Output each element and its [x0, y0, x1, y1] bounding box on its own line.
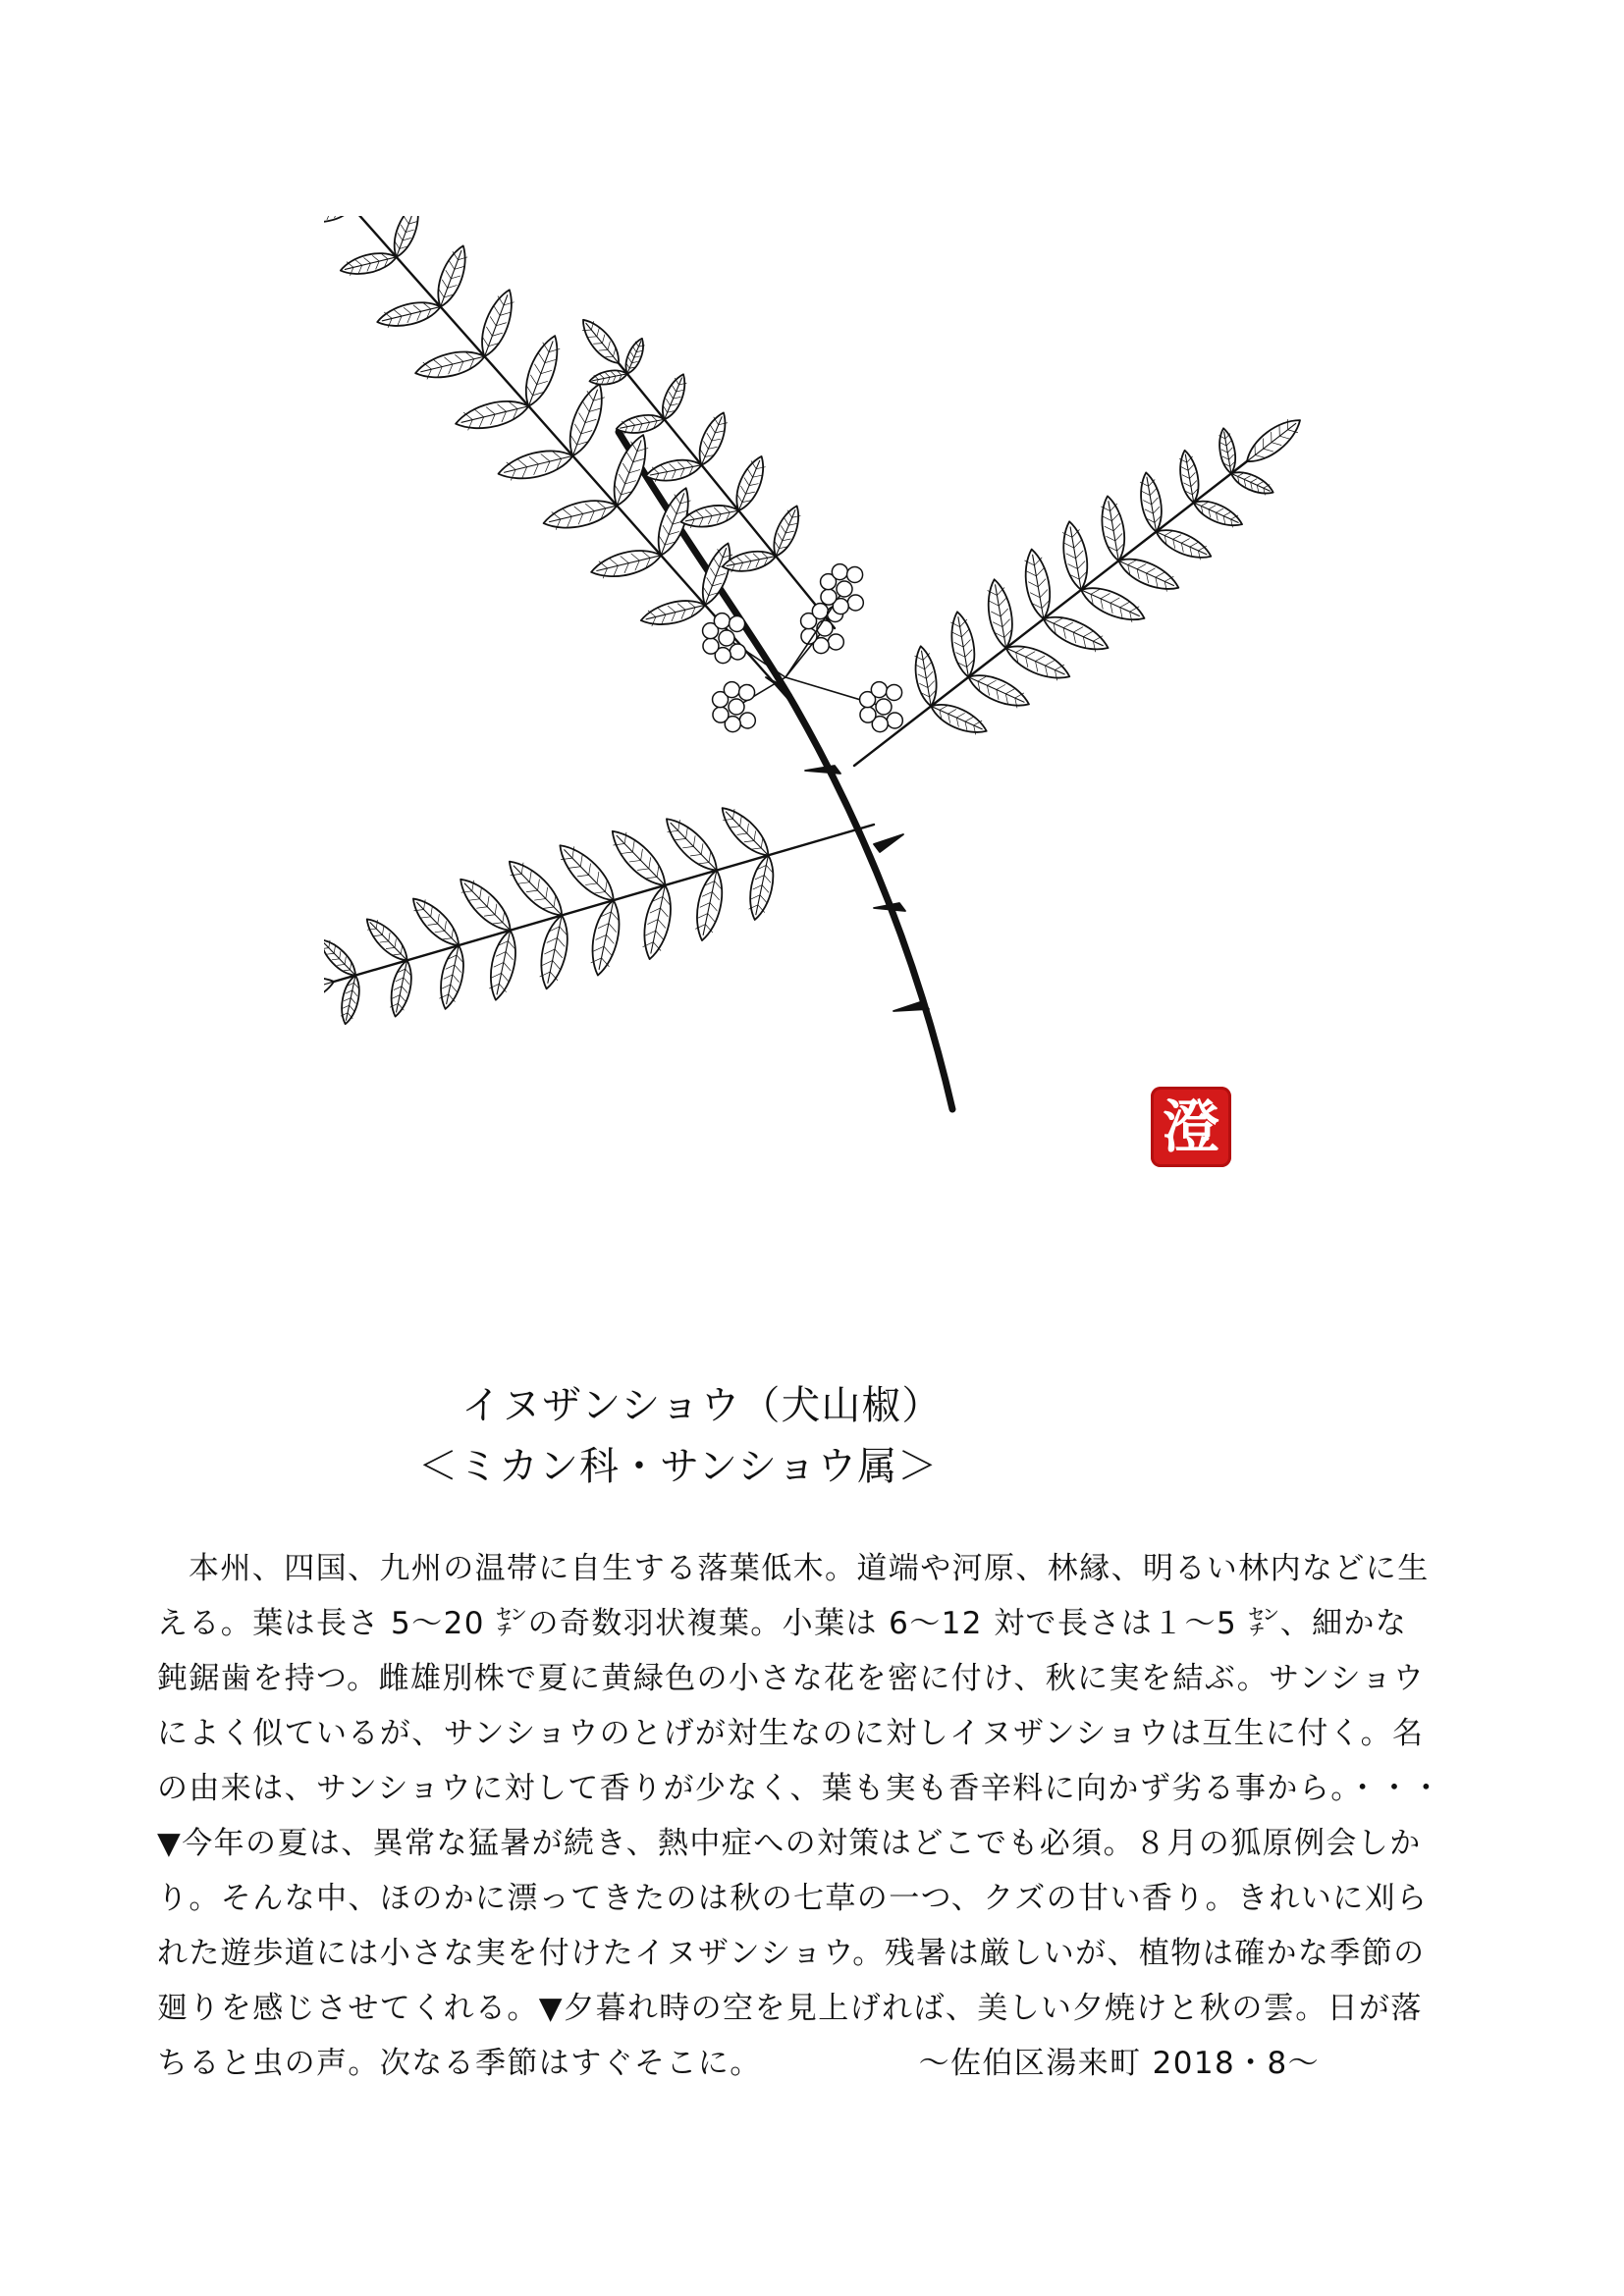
- leaflet: [324, 934, 361, 981]
- text-line: の由来は、サンショウに対して香りが少なく、葉も実も香辛料に向かず劣る事から。・・・: [157, 1771, 1443, 1806]
- leaflet: [715, 801, 776, 863]
- leaflet: [501, 853, 569, 923]
- leaflet: [1190, 495, 1245, 532]
- fruit: [887, 713, 902, 728]
- fruit: [730, 644, 745, 660]
- text-line: れた遊歩道には小さな実を付けたイヌザンショウ。残暑は厳しいが、植物は確かな季節の: [157, 1936, 1426, 1971]
- leaflet: [1058, 519, 1092, 591]
- fruit: [832, 564, 847, 580]
- fruit: [847, 566, 863, 582]
- leaflet: [1153, 523, 1216, 565]
- leaflet: [1137, 471, 1165, 534]
- leaflet: [586, 898, 625, 978]
- leaflet: [911, 645, 941, 708]
- text-line-last: [157, 2036, 1473, 2091]
- leaflet: [1039, 609, 1112, 658]
- leaflet: [1176, 449, 1202, 504]
- plant-title: イヌザンショウ（犬山椒）: [461, 1383, 943, 1428]
- leaflet: [927, 697, 991, 739]
- leaflet: [695, 540, 737, 609]
- seal-stamp: [1151, 1087, 1231, 1167]
- leaflet: [324, 971, 337, 1013]
- text-line: 本州、四国、九州の温帯に自生する落葉低木。道端や河原、林縁、明るい林内などに生: [189, 1551, 1430, 1586]
- fruit: [871, 682, 887, 698]
- leaflet: [984, 577, 1017, 650]
- leaflet: [431, 242, 472, 310]
- text-line: によく似ているが、サンショウのとげが対生なのに対しイヌザンショウは互生に付く。名: [157, 1716, 1425, 1751]
- leaflet: [1001, 638, 1074, 687]
- leaflet: [412, 346, 487, 384]
- thorn: [874, 834, 903, 852]
- fruit: [739, 684, 755, 700]
- leaflet: [552, 837, 623, 909]
- leaflet: [691, 868, 728, 942]
- leaflet: [387, 958, 416, 1018]
- fruit: [703, 638, 719, 654]
- leaflet: [1020, 548, 1055, 621]
- fruit: [724, 682, 739, 698]
- leaflet: [485, 928, 521, 1001]
- leaflet: [535, 913, 573, 991]
- leaflet: [1114, 552, 1183, 598]
- fruit: [739, 713, 755, 728]
- thorn: [874, 903, 905, 911]
- text-line-end: ちると虫の声。次なる季節はすぐそこに。: [157, 2046, 762, 2081]
- leaflet: [1077, 580, 1150, 628]
- leaflet: [517, 332, 566, 410]
- text-line: 鈍鋸歯を持つ。雌雄別株で夏に黄緑色の小さな花を密に付け、秋に実を結ぶ。サンショウ: [157, 1661, 1426, 1696]
- leaflet: [947, 610, 979, 678]
- fruit: [837, 581, 852, 597]
- leaflet: [588, 367, 628, 387]
- leaflet: [588, 545, 663, 583]
- leaflet: [453, 872, 518, 938]
- leaflet: [474, 286, 519, 360]
- text-line: り。そんな中、ほのかに漂ってきたのは秋の七草の一つ、クズの甘い香り。きれいに刈ら: [157, 1881, 1429, 1916]
- leaflet: [1217, 427, 1239, 475]
- fruit: [817, 620, 833, 636]
- leaflet: [338, 974, 363, 1026]
- rachis: [619, 363, 835, 628]
- leaflet: [562, 380, 611, 460]
- leaflet: [436, 943, 469, 1011]
- fruit: [847, 595, 863, 611]
- leaflet: [964, 667, 1033, 714]
- plant-classification: ＜ミカン科・サンショウ属＞: [418, 1444, 939, 1489]
- leaflet: [339, 248, 399, 279]
- leaflet: [576, 314, 626, 369]
- fruit: [729, 699, 744, 715]
- leaflet: [541, 494, 620, 534]
- fruit: [719, 630, 734, 646]
- text-line: える。葉は長さ 5〜20 ㌢の奇数羽状複葉。小葉は 6〜12 対で長さは１〜5 ㌢、細かな: [157, 1606, 1408, 1641]
- leaflet: [360, 913, 413, 967]
- fruit: [828, 634, 843, 650]
- plant-illustration: [324, 216, 1306, 1207]
- leaflet: [604, 823, 674, 893]
- leaflet: [745, 853, 779, 922]
- leaflet: [1240, 412, 1306, 470]
- thorn: [893, 1001, 929, 1011]
- fruit: [876, 699, 892, 715]
- leaflet: [730, 453, 771, 514]
- leaflet: [659, 811, 725, 878]
- leaflet: [496, 445, 576, 486]
- text-line: ▼今年の夏は、異常な猛暑が続き、熱中症への対策はどこでも必須。８月の狐原例会しか: [157, 1826, 1422, 1861]
- leaflet: [606, 431, 654, 509]
- seal-character: 澄: [1162, 1094, 1219, 1160]
- leaflet: [638, 595, 707, 630]
- text-line: 廻りを感じさせてくれる。▼夕暮れ時の空を見上げれば、美しい夕焼けと秋の雲。日が落: [157, 1991, 1423, 2026]
- rachis: [854, 461, 1247, 766]
- leaflet: [1228, 467, 1276, 500]
- fruit: [713, 707, 729, 722]
- fruit: [714, 614, 730, 629]
- leaflet: [324, 216, 354, 227]
- leaflet: [375, 296, 443, 332]
- leaflet: [1098, 495, 1129, 562]
- fruit: [730, 615, 745, 631]
- fruit: [821, 589, 837, 605]
- thorn: [805, 766, 840, 774]
- signature: 〜佐伯区湯来町 2018・8〜: [918, 2046, 1321, 2081]
- fruit: [887, 684, 902, 700]
- fruit: [860, 707, 876, 722]
- leaflet: [453, 395, 531, 435]
- leaflet: [638, 882, 677, 961]
- leaflet: [406, 891, 466, 952]
- description-text: [157, 1541, 1473, 2091]
